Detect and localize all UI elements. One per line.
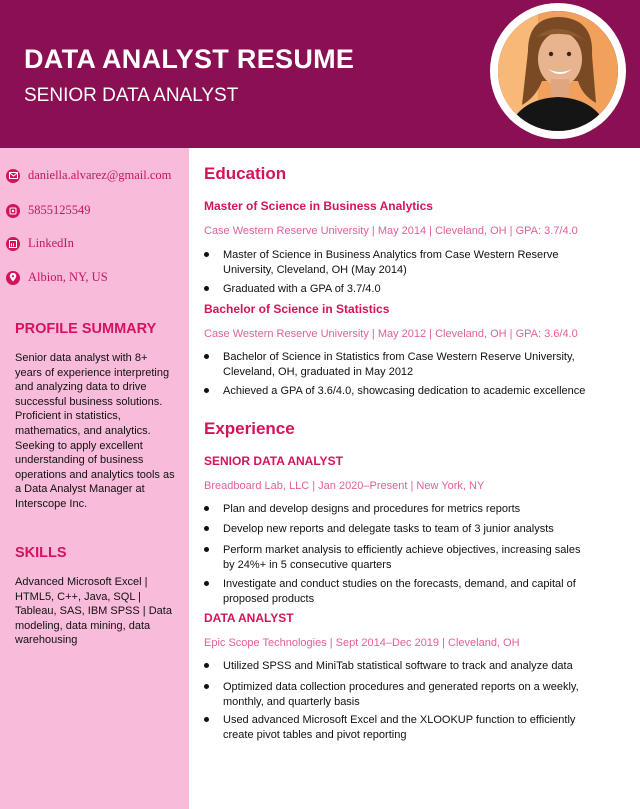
contact-linkedin-text: LinkedIn [28,236,74,250]
list-item-text: Optimized data collection procedures and generated reports on a weekly, monthly, and quarterly basis [223,681,579,708]
education-degree: Master of Science in Business Analytics [204,199,433,213]
profile-summary-text: Senior data analyst with 8+ years of experience interpreting and analyzing data to drive successful business solutions. Proficient in statistics, mathematics, and analytics. Seeking to apply excellent understanding of business operations and analytics tools as a Data Analyst Manager at Interscope Inc. [15,352,175,510]
bullet-dot [204,663,209,668]
experience-heading: Experience [204,419,295,438]
skills-heading: SKILLS [15,545,67,561]
contact-phone-text: 5855125549 [28,203,91,217]
contact-email-text: daniella.alvarez@gmail.com [28,168,172,182]
linkedin-icon [6,237,20,251]
resume-title: DATA ANALYST RESUME [24,44,355,74]
education-heading: Education [204,164,287,183]
list-item-text: Achieved a GPA of 3.6/4.0, showcasing dedication to academic excellence [223,385,586,397]
education-meta: Case Western Reserve University | May 2014 | Cleveland, OH | GPA: 3.7/4.0 [204,225,578,237]
bullet-dot [204,684,209,689]
list-item-text: Perform market analysis to efficiently achieve objectives, increasing sales by 24%+ in 5 consecutive quarters [223,544,581,571]
contact-linkedin[interactable] [6,236,74,251]
contact-location-text: Albion, NY, US [28,270,108,284]
list-item-text: Investigate and conduct studies on the forecasts, demand, and capital of proposed products [223,578,576,605]
resume-subtitle: SENIOR DATA ANALYST [24,85,239,106]
education-meta: Case Western Reserve University | May 2012 | Cleveland, OH | GPA: 3.6/4.0 [204,328,578,340]
education-degree: Bachelor of Science in Statistics [204,302,390,316]
list-item-text: Utilized SPSS and MiniTab statistical software to track and analyze data [223,660,573,672]
profile-photo-frame [490,3,626,139]
bullet-dot [204,286,209,291]
job-meta: Epic Scope Technologies | Sept 2014–Dec 2019 | Cleveland, OH [204,637,520,649]
location-pin-icon [6,271,20,285]
header-banner [0,0,640,148]
bullet-dot [204,354,209,359]
list-item-text: Graduated with a GPA of 3.7/4.0 [223,283,381,295]
contact-email[interactable] [6,168,171,183]
bullet-dot [204,506,209,511]
contact-location [6,270,108,285]
list-item-text: Used advanced Microsoft Excel and the XLOOKUP function to efficiently create pivot tables and pivot reporting [223,714,576,741]
bullet-dot [204,388,209,393]
bullet-dot [204,547,209,552]
bullet-dot [204,526,209,531]
list-item-text: Develop new reports and delegate tasks to team of 3 junior analysts [223,523,554,535]
profile-photo [498,11,618,131]
bullet-dot [204,581,209,586]
profile-summary-heading: PROFILE SUMMARY [15,321,157,337]
list-item-text: Master of Science in Business Analytics from Case Western Reserve University, Cleveland, OH (May 2014) [223,249,559,276]
phone-icon [6,204,20,218]
list-item-text: Plan and develop designs and procedures for metrics reports [223,503,521,515]
job-title: SENIOR DATA ANALYST [204,454,343,468]
contact-phone[interactable] [6,203,91,218]
job-title: DATA ANALYST [204,611,294,625]
mail-icon [6,169,20,183]
bullet-dot [204,717,209,722]
bullet-dot [204,252,209,257]
job-meta: Breadboard Lab, LLC | Jan 2020–Present | New York, NY [204,480,485,492]
skills-text: Advanced Microsoft Excel | HTML5, C++, Java, SQL | Tableau, SAS, IBM SPSS | Data modeling, data mining, data warehousing [15,576,172,647]
list-item-text: Bachelor of Science in Statistics from Case Western Reserve University, Cleveland, OH, graduated in May 2012 [223,351,575,378]
